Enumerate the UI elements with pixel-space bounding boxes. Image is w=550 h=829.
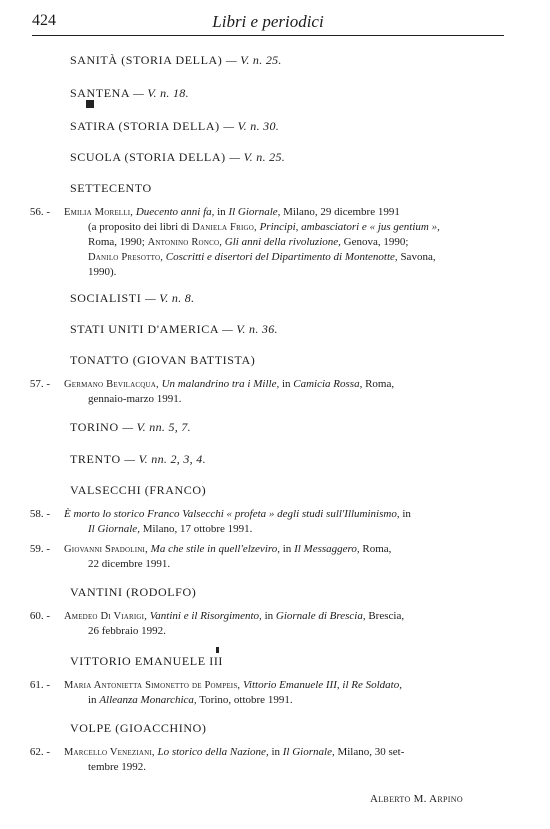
entry-line (64, 745, 502, 760)
heading-settecento (70, 181, 152, 196)
entry-source: Alleanza Monarchica, (99, 694, 197, 706)
entry-line (64, 377, 502, 392)
heading-label: SATIRA (STORIA DELLA) (70, 119, 220, 133)
entry-line (64, 624, 502, 639)
entry-details: Milano, 30 set- (337, 746, 405, 758)
entry-author: Antonino Ronco, (147, 237, 223, 248)
heading-torino (70, 420, 191, 435)
heading-ref: — V. n. 8. (144, 291, 195, 305)
heading-ref: — V. n. 18. (133, 86, 189, 100)
page-number: 424 (32, 12, 56, 29)
heading-trento (70, 452, 206, 467)
heading-ref: — V. n. 25. (229, 150, 286, 164)
entry-number: 56. - (29, 206, 50, 218)
entry-title: Duecento anni fa, (135, 206, 215, 218)
entry-line (64, 392, 502, 407)
heading-sanita (70, 53, 282, 68)
heading-label: SANTENA (70, 86, 130, 100)
entry-in: in (217, 206, 226, 218)
entry-line (64, 760, 502, 775)
entry-line (64, 220, 502, 235)
heading-label: VOLPE (GIOACCHINO) (70, 721, 207, 735)
heading-tonatto (70, 353, 255, 368)
entry-details: Brescia, (368, 610, 405, 622)
heading-label: SETTECENTO (70, 181, 152, 195)
entry-source: Il Giornale, (88, 523, 140, 535)
entry-line (64, 507, 502, 522)
entry-title: Coscritti e disertori del Dipartimento di Montenotte, (165, 251, 398, 263)
entry-source: Camicia Rossa, (293, 378, 363, 390)
entry-text-part: Genova, 1990; (343, 236, 409, 248)
heading-label: SCUOLA (STORIA DELLA) (70, 150, 226, 164)
entry-number: 57. - (29, 378, 50, 390)
entry-in: in (402, 508, 411, 520)
entry-source: Il Giornale, (228, 206, 281, 218)
entry-number: 58. - (29, 508, 50, 520)
entry-author: Giovanni Spadolini, (64, 544, 148, 555)
entry-author: Maria Antonietta Simonetto de Pompeis, (64, 680, 241, 691)
entry-line (64, 542, 502, 557)
running-title: Libri e periodici (212, 12, 324, 31)
entry-text-part: (a proposito dei libri di (88, 221, 190, 233)
entry-author: Danilo Presotto, (88, 252, 164, 263)
heading-ref: — V. nn. 5, 7. (122, 420, 191, 434)
entry-title: Gli anni della rivoluzione, (224, 236, 341, 248)
entry-in: in (282, 543, 292, 555)
entry-text (64, 377, 502, 407)
entry-source: Il Giornale, (282, 746, 335, 758)
entry-details: Torino, ottobre 1991. (199, 694, 293, 706)
heading-vittorio-emanuele (70, 654, 223, 669)
heading-label: STATI UNITI D'AMERICA (70, 322, 219, 336)
heading-socialisti (70, 291, 194, 306)
entry-text-part: gennaio-marzo 1991. (88, 393, 182, 405)
heading-label: VALSECCHI (FRANCO) (70, 483, 207, 497)
entry-line (64, 265, 502, 280)
entry-text (64, 609, 502, 639)
entry-details: Roma, (362, 543, 392, 555)
entry-line (64, 678, 502, 693)
entry-text (64, 542, 502, 572)
entry-line (64, 522, 502, 537)
entry-text-part: 22 dicembre 1991. (88, 558, 171, 570)
entry-title: Lo storico della Nazione, (157, 746, 269, 758)
entry-number: 62. - (29, 746, 50, 758)
entry-title: Vantini e il Risorgimento, (149, 610, 262, 622)
heading-santena (70, 86, 189, 101)
heading-satira (70, 119, 279, 134)
entry-text-part: tembre 1992. (88, 761, 147, 773)
entry-author: Marcello Veneziani, (64, 747, 155, 758)
heading-volpe (70, 721, 206, 736)
entry-title: È morto lo storico Franco Valsecchi « profeta » degli studi sull'Illuminismo, (64, 508, 400, 520)
entry-details: Milano, 29 dicembre 1991 (283, 206, 400, 218)
entry-number: 60. - (29, 610, 50, 622)
heading-label: SANITÀ (STORIA DELLA) (70, 53, 223, 67)
heading-label: TRENTO (70, 452, 121, 466)
entry-title: Vittorio Emanuele III, il Re Soldato, (243, 679, 402, 691)
entry-line (64, 557, 502, 572)
heading-ref: — V. n. 25. (225, 53, 282, 67)
entry-text (64, 678, 502, 708)
heading-ref: — V. n. 36. (222, 322, 278, 336)
entry-line (64, 693, 502, 708)
heading-stati-uniti (70, 322, 278, 337)
heading-label: VITTORIO EMANUELE III (70, 654, 224, 668)
entry-title: Ma che stile in quell'elzeviro, (150, 543, 280, 555)
heading-vantini (70, 585, 196, 600)
entry-title: Principi, ambasciatori e « jus gentium », (259, 221, 440, 233)
entry-author: Emilia Morelli, (64, 207, 134, 218)
entry-text-part: Roma, 1990; (88, 236, 145, 248)
author-signature: Alberto M. Arpino (370, 793, 463, 805)
entry-line (64, 205, 502, 220)
entry-line (64, 235, 502, 250)
entry-text-part: Savona, (400, 251, 436, 263)
heading-label: TORINO (70, 420, 119, 434)
heading-ref: — V. n. 30. (223, 119, 280, 133)
entry-text (64, 507, 502, 537)
heading-label: SOCIALISTI (70, 291, 142, 305)
entry-in: in (88, 694, 97, 706)
entry-line (64, 609, 502, 624)
ink-mark (216, 647, 219, 653)
heading-valsecchi (70, 483, 206, 498)
entry-text (64, 745, 502, 775)
entry-in: in (271, 746, 281, 758)
entry-number: 59. - (29, 543, 50, 555)
entry-source: Il Messaggero, (294, 543, 360, 555)
entry-author: Germano Bevilacqua, (64, 379, 159, 390)
ink-smudge (86, 100, 94, 108)
entry-author: Daniela Frigo, (192, 222, 257, 233)
entry-title: Un malandrino tra i Mille, (161, 378, 280, 390)
entry-text (64, 205, 502, 280)
entry-text-part: 1990). (88, 266, 117, 278)
page-header (32, 12, 504, 36)
entry-details: Roma, (365, 378, 395, 390)
heading-label: VANTINI (RODOLFO) (70, 585, 197, 599)
heading-label: TONATTO (GIOVAN BATTISTA) (70, 353, 256, 367)
entry-source: Giornale di Brescia, (275, 610, 366, 622)
entry-in: in (281, 378, 291, 390)
entry-number: 61. - (29, 679, 50, 691)
entry-in: in (264, 610, 274, 622)
entry-line (64, 250, 502, 265)
entry-author: Amedeo Di Viarigi, (64, 611, 148, 622)
heading-scuola (70, 150, 285, 165)
heading-ref: — V. nn. 2, 3, 4. (124, 452, 206, 466)
entry-details: Milano, 17 ottobre 1991. (142, 523, 253, 535)
header-rule (32, 35, 504, 36)
entry-text-part: 26 febbraio 1992. (88, 625, 166, 637)
